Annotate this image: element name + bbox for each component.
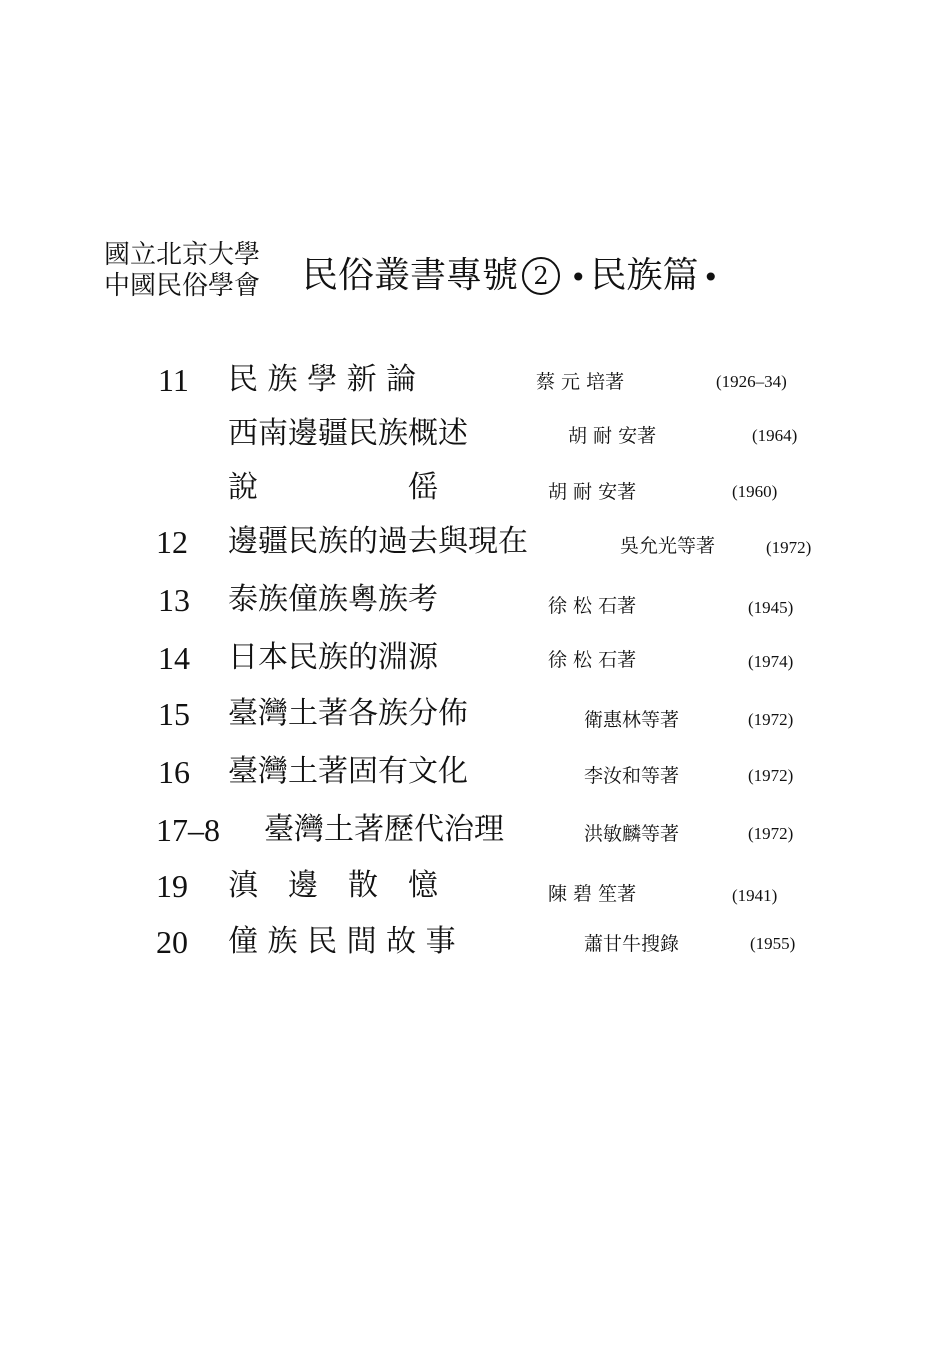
entry-year: (1972) [748, 766, 794, 785]
entry-year: (1972) [766, 538, 812, 557]
entry-number: 12 [156, 524, 188, 560]
section-title: 民族篇 [590, 255, 699, 296]
entry-year: (1955) [750, 934, 796, 953]
entry-author: 徐 松 石著 [548, 649, 637, 671]
entry-title: 日本民族的淵源 [228, 640, 438, 675]
entry-title: 泰族僮族粵族考 [228, 582, 438, 617]
series-header [104, 240, 824, 310]
entry-year: (1974) [748, 652, 794, 671]
entry-year: (1972) [748, 824, 794, 843]
entry-year: (1960) [732, 482, 778, 501]
publisher-block [104, 240, 260, 302]
publisher-line-1: 國立北京大學 [104, 240, 261, 270]
entry-year: (1926–34) [716, 372, 787, 391]
entry-author: 洪敏麟等著 [584, 823, 680, 845]
entry-author: 李汝和等著 [584, 765, 680, 787]
entry-title: 滇 邊 散 憶 [228, 868, 438, 903]
entry-author: 吳允光等著 [620, 535, 716, 557]
entry-number: 15 [158, 696, 190, 732]
entry-number: 19 [156, 868, 188, 904]
entry-year: (1964) [752, 426, 798, 445]
entry-number: 11 [158, 362, 189, 398]
entry-title: 西南邊疆民族概述 [228, 416, 468, 451]
series-number: 2 [522, 257, 560, 295]
entry-author: 蕭甘牛搜錄 [584, 933, 680, 955]
series-title-line [302, 254, 723, 300]
entry-author: 衛惠林等著 [584, 709, 680, 731]
entry-year: (1945) [748, 598, 794, 617]
entry-author: 胡 耐 安著 [568, 425, 657, 447]
entry-title: 僮 族 民 間 故 事 [228, 924, 456, 959]
entry-year: (1972) [748, 710, 794, 729]
entry-number: 16 [158, 754, 190, 790]
entry-number: 14 [158, 640, 190, 676]
entry-number: 17–8 [156, 812, 220, 848]
entry-author: 蔡 元 培著 [536, 371, 625, 393]
entry-title: 說 傜 [228, 470, 438, 505]
entry-title: 臺灣土著歷代治理 [264, 812, 504, 847]
entry-title: 臺灣土著固有文化 [228, 754, 468, 789]
entry-number: 20 [156, 924, 188, 960]
publisher-line-2: 中國民俗學會 [104, 271, 261, 301]
entry-title: 邊疆民族的過去與現在 [228, 524, 528, 559]
entry-author: 陳 碧 笙著 [548, 883, 637, 905]
entry-author: 胡 耐 安著 [548, 481, 637, 503]
separator-dot-end: • [702, 261, 720, 294]
entry-title: 民 族 學 新 論 [228, 362, 417, 397]
entry-year: (1941) [732, 886, 778, 905]
separator-dot: • [570, 261, 587, 294]
entry-number: 13 [158, 582, 190, 618]
entry-author: 徐 松 石著 [548, 595, 637, 617]
series-title: 民俗叢書專號 [302, 255, 519, 296]
entry-title: 臺灣土著各族分佈 [228, 696, 468, 731]
